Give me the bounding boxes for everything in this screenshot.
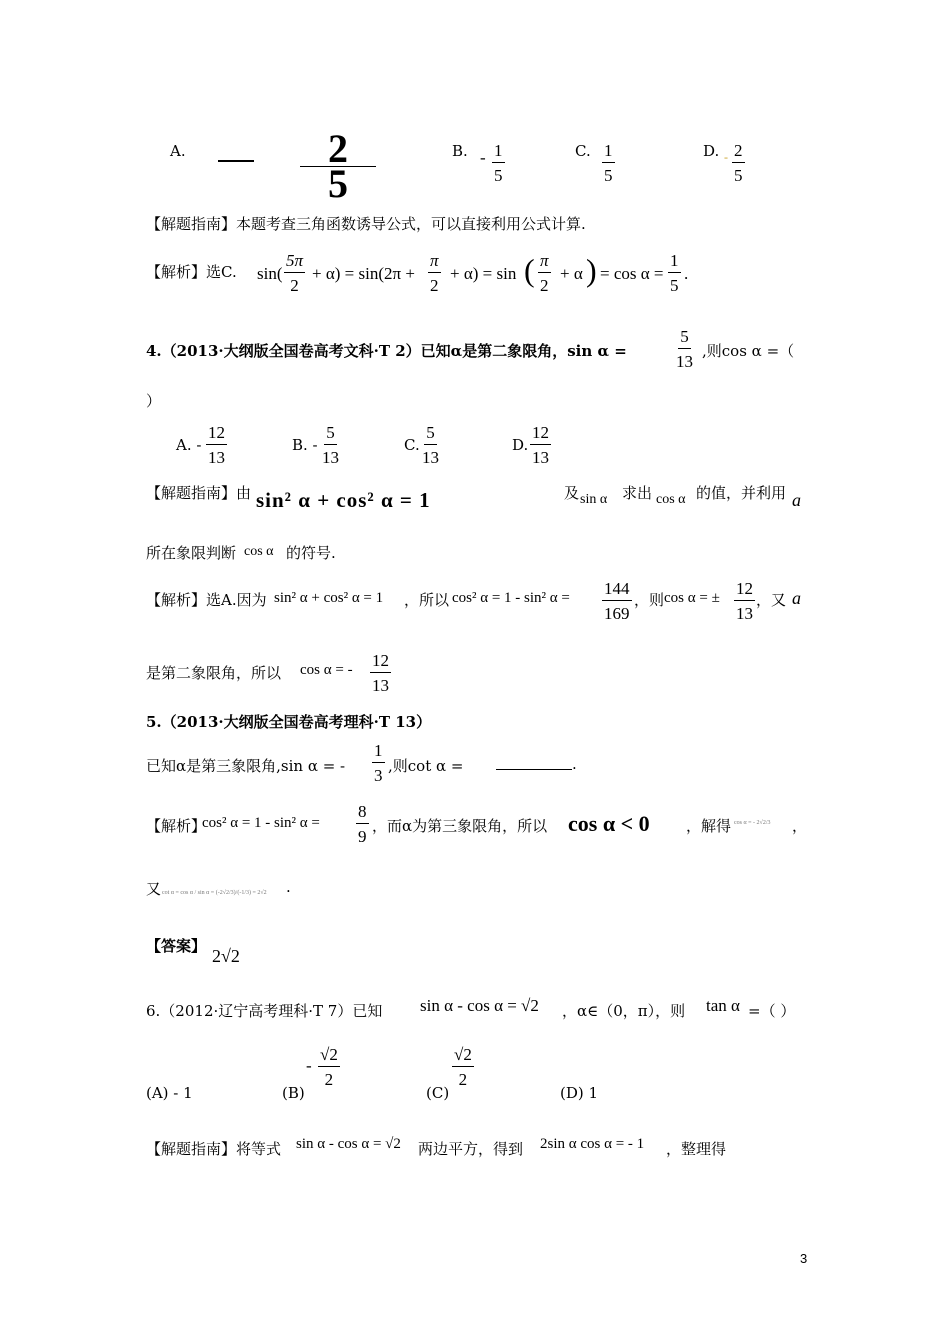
q5-line2-tiny-formula: cot α = cos α / sin α = (-2√2/3)/(-1/3) = 2√2 [162, 890, 267, 896]
q5-heading: 5.（2013·大纲版全国卷高考理科·T 13） [146, 713, 432, 731]
q3-frac-pi-2a: $\frac{\pi}{2}$ [430, 251, 439, 295]
q4-heading: 4.（2013·大纲版全国卷高考文科·T 2）已知α是第二象限角，sin α = [146, 342, 627, 360]
q3-formula-part5: = cos α = [600, 264, 664, 283]
q3-option-b-label: B. [452, 142, 468, 160]
page-number: 3 [800, 1251, 808, 1266]
q3-close-paren: ) [586, 252, 597, 288]
q4-analysis-a: a [792, 588, 801, 608]
q3-analysis-label: 【解析】选C. [146, 263, 237, 281]
q5-analysis-fraction-8-9: $\frac{8}{9}$ [358, 802, 367, 846]
q4-head-fraction: $\frac{5}{13}$ [676, 327, 693, 371]
q6-guide-mid: 两边平方，得到 [418, 1140, 524, 1158]
q4-close-paren: ） [146, 392, 162, 410]
q3-formula-sin: sin( [257, 264, 283, 283]
q6-option-d: (D) 1 [560, 1084, 599, 1102]
q3-formula-part3: + α) = sin [450, 264, 517, 283]
q4-option-d-fraction: $\frac{12}{13}$ [532, 423, 549, 467]
q6-heading-formula: sin α - cos α = √2 [420, 996, 539, 1015]
q3-option-a-minus [218, 160, 254, 162]
q3-option-a-label: A. [170, 142, 186, 160]
q3-option-d-fraction: $\frac{2}{5}$ [734, 141, 743, 185]
q5-stem-fraction: $\frac{1}{3}$ [374, 741, 383, 785]
q5-answer-blank [496, 755, 572, 770]
q4-guide-line2-cos: cos α [244, 544, 274, 559]
q4-analysis-fraction-144: $\frac{144}{169}$ [604, 579, 630, 623]
q3-option-d-label: D. [703, 142, 720, 160]
q5-line2-end: . [286, 878, 291, 896]
q4-option-a: A. - [176, 436, 202, 454]
q5-answer-label: 【答案】 [146, 937, 207, 955]
q5-analysis-lead: 【解析】 [146, 817, 207, 835]
q3-option-c-fraction: $\frac{1}{5}$ [604, 141, 613, 185]
q4-heading-tail: ,则cos α =（ [702, 342, 795, 360]
q3-option-a-fraction: $\frac{2}{5}$ [300, 134, 376, 199]
q5-stem-b: ,则cot α = [388, 757, 464, 775]
q4-analysis-tail: ，又 [756, 591, 787, 609]
q5-answer-value: 2√2 [212, 946, 240, 966]
q3-frac-1-5: $\frac{1}{5}$ [670, 251, 679, 295]
q6-option-b-sign: - [306, 1056, 312, 1075]
q3-guide: 【解题指南】本题考查三角函数诱导公式，可以直接利用公式计算. [146, 215, 586, 233]
q4-analysis-formula3: cos α = ± [664, 590, 720, 606]
q5-analysis-end: ， [792, 817, 808, 835]
q4-option-b: B. - [292, 436, 318, 454]
q6-guide-formula1: sin α - cos α = √2 [296, 1136, 401, 1152]
q4-analysis-fraction-12a: $\frac{12}{13}$ [736, 579, 753, 623]
q5-analysis-mid: ，而α为第三象限角，所以 [372, 817, 548, 835]
q3-option-c-label: C. [575, 142, 591, 160]
q4-guide-line2a: 所在象限判断 [146, 544, 237, 562]
q6-option-b-fraction: $\frac{√2}{2}$ [320, 1045, 338, 1089]
q4-guide-line2b: 的符号. [286, 544, 336, 562]
q4-option-d: D. [512, 436, 529, 454]
q5-analysis-tiny-result: cos α = - 2√2/3 [734, 820, 771, 826]
q3-frac-5pi-2: $\frac{5\pi}{2}$ [286, 251, 304, 295]
q4-guide-cos: cos α [656, 492, 686, 507]
q6-guide-lead: 【解题指南】将等式 [146, 1140, 282, 1158]
q5-analysis-tail: ，解得 [686, 817, 732, 835]
q4-guide-lead: 【解题指南】由 [146, 484, 252, 502]
q5-stem-end: . [572, 755, 577, 773]
q3-option-d-sign: - [724, 150, 728, 164]
q3-option-b-sign: - [480, 148, 486, 167]
q4-analysis-mid2: ，则 [634, 591, 665, 609]
q4-analysis-lead: 【解析】选A.因为 [146, 591, 267, 609]
q4-analysis-mid: ，所以 [404, 591, 450, 609]
q4-guide-mid3: 的值，并利用 [696, 484, 787, 502]
q5-analysis-inequality: cos α < 0 [568, 811, 650, 836]
q5-stem-a: 已知α是第三象限角,sin α = - [146, 757, 346, 775]
q6-option-a: (A) - 1 [146, 1084, 193, 1102]
q3-option-b-fraction: $\frac{1}{5}$ [494, 141, 503, 185]
q6-option-b: (B) [282, 1084, 305, 1102]
q4-guide-mid2: 求出 [622, 484, 653, 502]
q6-guide-tail: ，整理得 [666, 1140, 727, 1158]
q4-analysis-line2: 是第二象限角，所以 [146, 664, 282, 682]
q3-formula-part4: + α [560, 264, 583, 283]
q5-analysis-formula1: cos² α = 1 - sin² α = [202, 815, 320, 831]
q6-heading-tan: tan α [706, 996, 740, 1015]
q6-heading-a: 6.（2012·辽宁高考理科·T 7）已知 [146, 1002, 383, 1020]
q4-option-a-fraction: $\frac{12}{13}$ [208, 423, 225, 467]
q6-option-c-fraction: $\frac{√2}{2}$ [454, 1045, 472, 1089]
q6-heading-c: =（ ） [748, 1002, 796, 1020]
q5-line2-lead: 又 [146, 880, 162, 898]
q4-option-b-fraction: $\frac{5}{13}$ [322, 423, 339, 467]
q4-analysis-formula4: cos α = - [300, 662, 353, 678]
q6-guide-formula2: 2sin α cos α = - 1 [540, 1136, 645, 1152]
q4-option-c-fraction: $\frac{5}{13}$ [422, 423, 439, 467]
q4-analysis-fraction-12b: $\frac{12}{13}$ [372, 651, 389, 695]
q4-guide-a: a [792, 490, 801, 510]
q4-analysis-formula1: sin² α + cos² α = 1 [274, 590, 384, 606]
q3-open-paren: ( [524, 252, 535, 288]
q4-guide-mid1: 及 [564, 484, 580, 502]
q3-formula-part2: + α) = sin(2π + [312, 264, 415, 283]
q4-analysis-formula2: cos² α = 1 - sin² α = [452, 590, 570, 606]
q4-guide-formula: sin² α + cos² α = 1 [256, 488, 431, 512]
q6-heading-b: ，α∈（0，π），则 [562, 1002, 686, 1020]
q4-option-c: C. [404, 436, 420, 454]
q4-guide-sin: sin α [580, 492, 608, 507]
q3-formula-end: . [684, 264, 689, 283]
q6-option-c: (C) [426, 1084, 450, 1102]
q3-frac-pi-2b: $\frac{\pi}{2}$ [540, 251, 549, 295]
